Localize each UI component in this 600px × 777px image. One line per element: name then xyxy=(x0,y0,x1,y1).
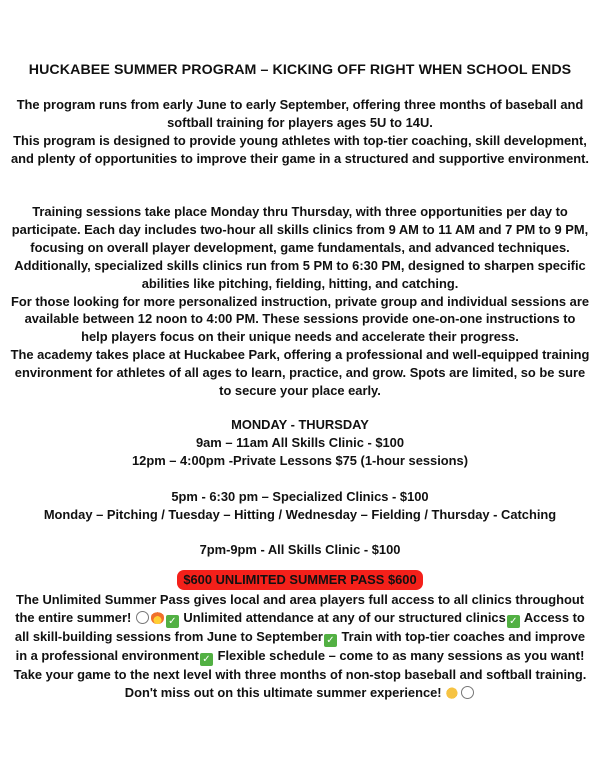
training-paragraph-1: Training sessions take place Monday thru Thursday, with three opportunities per day to participate. Each day includes two-hour all skills clinics from 9 AM to 11 AM and 7 PM to 9 PM, focusing on overall player development, game fundamentals, and advanced techniques. Additionally, specialized skills clinics run from 5 PM to 6:30 PM, designed to sharpen specific abilities like pitching, fielding, hitting, and catching. xyxy=(11,204,589,291)
summer-pass-description xyxy=(10,591,590,702)
check-icon: ✓ xyxy=(200,653,213,666)
schedule-heading: MONDAY - THURSDAY xyxy=(231,417,369,432)
schedule-section xyxy=(10,416,590,559)
fire-icon xyxy=(151,611,164,624)
page-title: HUCKABEE SUMMER PROGRAM – KICKING OFF RIGHT WHEN SCHOOL ENDS xyxy=(28,62,572,78)
summer-pass-banner xyxy=(0,570,600,590)
schedule-line-specialized-days: Monday – Pitching / Tuesday – Hitting / Wednesday – Fielding / Thursday - Catching xyxy=(43,506,557,522)
intro-section xyxy=(10,96,590,168)
intro-paragraph-2: This program is designed to provide young athletes with top-tier coaching, skill development, and plenty of opportunities to improve their game in a structured and supportive environment. xyxy=(11,132,589,166)
pass-text-1: The Unlimited Summer Pass gives local and area players full access to all clinics throughout the entire summer! xyxy=(15,592,585,625)
training-paragraph-2: For those looking for more personalized instruction, private group and individual sessions are available between 12 noon to 4:00 PM. These sessions provide one-on-one instructions to help players focus on their unique needs and accelerate their progress. xyxy=(10,293,590,345)
schedule-line-private-lessons: 12pm – 4:00pm -Private Lessons $75 (1-hour sessions) xyxy=(131,452,468,468)
baseball-icon xyxy=(461,686,474,699)
flexed-biceps-icon xyxy=(446,686,459,699)
check-icon: ✓ xyxy=(507,615,520,628)
summer-pass-label: $600 UNLIMITED SUMMER PASS $600 xyxy=(177,570,422,590)
check-icon: ✓ xyxy=(166,615,179,628)
training-section xyxy=(10,203,590,400)
pass-text-3: Access to all skill-building sessions from June to September xyxy=(14,609,585,644)
schedule-line-all-skills-evening: 7pm-9pm - All Skills Clinic - $100 xyxy=(199,542,401,558)
pass-text-2: Unlimited attendance at any of our structured clinics xyxy=(179,609,506,625)
baseball-icon xyxy=(136,611,149,624)
check-icon: ✓ xyxy=(324,634,337,647)
intro-paragraph-1: The program runs from early June to early September, offering three months of baseball and softball training for players ages 5U to 14U. xyxy=(16,97,584,130)
pass-text-4: Train with top-tier coaches and improve in a professional environment xyxy=(15,628,586,663)
schedule-line-specialized-clinics: 5pm - 6:30 pm – Specialized Clinics - $100 xyxy=(171,488,429,504)
schedule-line-all-skills-morning: 9am – 11am All Skills Clinic - $100 xyxy=(195,434,405,450)
training-paragraph-3: The academy takes place at Huckabee Park, offering a professional and well-equipped training environment for athletes of all ages to learn, practice, and grow. Spots are limited, so be sure to secure your place early. xyxy=(10,347,590,399)
pass-text-5: Flexible schedule – come to as many sessions as you want! Take your game to the next level with three months of non-stop baseball and softball training. Don't miss out on this ultimate summer experience! xyxy=(13,647,587,700)
